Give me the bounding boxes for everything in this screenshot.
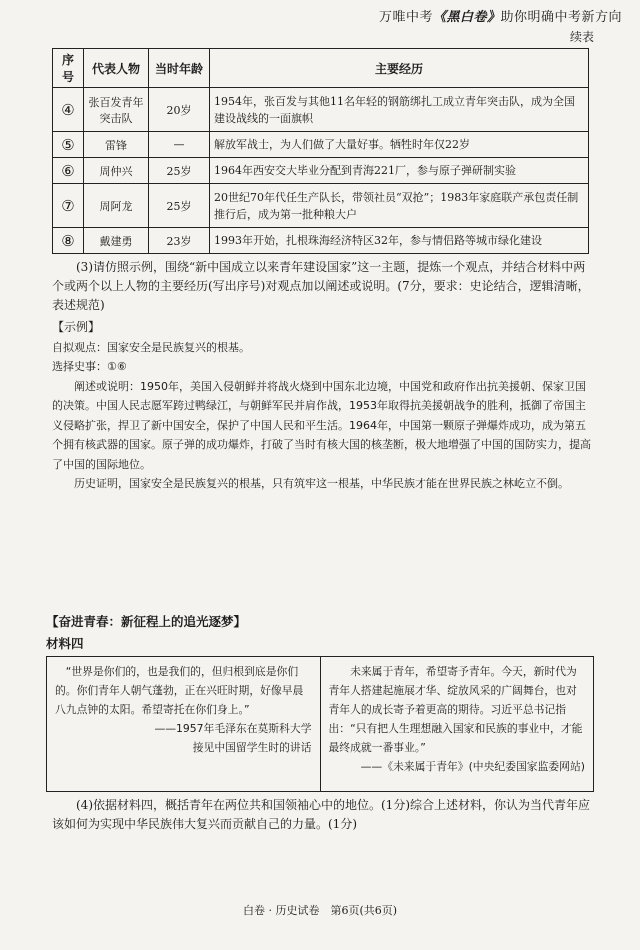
row-number: ⑤ xyxy=(53,132,84,158)
table-row xyxy=(53,184,589,228)
header-slogan: 万唯中考《黑白卷》助你明确中考新方向 xyxy=(378,10,622,25)
row-person: 周仲兴 xyxy=(84,158,149,184)
row-number: ⑦ xyxy=(53,184,84,228)
quote-right xyxy=(320,657,594,791)
row-experience: 1954年，张百发与其他11名年轻的钢筋绑扎工成立青年突击队，成为全国建设战线的一面旗帜 xyxy=(210,88,589,132)
material-four-title: 材料四 xyxy=(46,636,84,651)
sample-explanation: 阐述或说明：1950年，美国入侵朝鲜并将战火烧到中国东北边境，中国党和政府作出抗美援朝、保家卫国的决策。中国人民志愿军跨过鸭绿江，与朝鲜军民并肩作战，1953年取得抗美援朝战争的胜利，抵御了帝国主义侵略扩张，捍卫了新中国安全，保护了中国人民和平生活。1964年，中国第一颗原子弹爆炸成功，成为第五个拥有核武器的国家。原子弹的成功爆炸，打破了当时有核大国的核垄断，极大地增强了中国的国防实力，提高了中国的国际地位。 xyxy=(52,379,591,471)
col-header-number: 序号 xyxy=(53,49,84,88)
material-four-quotes xyxy=(46,656,594,792)
sample-label: 【示例】 xyxy=(52,320,101,334)
table-row xyxy=(53,228,589,254)
row-number: ⑧ xyxy=(53,228,84,254)
row-number: ④ xyxy=(53,88,84,132)
col-header-person: 代表人物 xyxy=(84,49,149,88)
table-row xyxy=(53,132,589,158)
row-age: 25岁 xyxy=(149,184,210,228)
row-number: ⑥ xyxy=(53,158,84,184)
section-title: 【奋进青春：新征程上的追光逐梦】 xyxy=(46,614,247,629)
table-row xyxy=(53,158,589,184)
quote-left-text: “世界是你们的，也是我们的，但归根到底是你们的。你们青年人朝气蓬勃，正在兴旺时期，好像早晨八九点钟的太阳。希望寄托在你们身上。” xyxy=(55,665,304,716)
quote-left xyxy=(47,657,320,791)
question-3: (3)请仿照示例，围绕“新中国成立以来青年建设国家”这一主题，提炼一个观点，并结合材料中两个或两个以上人物的主要经历(写出序号)对观点加以阐述或说明。(7分，要求：史论结合，逻辑清晰，表述规范) xyxy=(52,260,590,312)
row-person: 周阿龙 xyxy=(84,184,149,228)
row-age: — xyxy=(149,132,210,158)
quote-right-text: 未来属于青年，希望寄予青年。今天，新时代为青年人搭建起施展才华、绽放风采的广阔舞台，也对青年人的成长寄予着更高的期待。习近平总书记指出：“只有把人生理想融入国家和民族的事业中，才能最终成就一番事业。” xyxy=(328,665,583,754)
youth-experience-table xyxy=(52,48,589,254)
row-person: 雷锋 xyxy=(84,132,149,158)
row-age: 23岁 xyxy=(149,228,210,254)
row-experience: 解放军战士，为人们做了大量好事。牺牲时年仅22岁 xyxy=(210,132,589,158)
sample-viewpoint: 自拟观点：国家安全是民族复兴的根基。 xyxy=(52,340,250,354)
row-experience: 1964年西安交大毕业分配到青海221厂，参与原子弹研制实验 xyxy=(210,158,589,184)
row-age: 25岁 xyxy=(149,158,210,184)
table-row xyxy=(53,88,589,132)
sample-answer xyxy=(52,318,592,494)
table-header-row xyxy=(53,49,589,88)
row-experience: 20世纪70年代任生产队长，带领社员“双抢”；1983年家庭联产承包责任制推行后，成为第一批种粮大户 xyxy=(210,184,589,228)
row-age: 20岁 xyxy=(149,88,210,132)
book-title: 《黑白卷》 xyxy=(432,10,501,25)
col-header-experience: 主要经历 xyxy=(210,49,589,88)
question-4: (4)依据材料四，概括青年在两位共和国领袖心中的地位。(1分)综合上述材料，你认为当代青年应该如何为实现中华民族伟大复兴而贡献自己的力量。(1分) xyxy=(52,798,590,831)
sample-conclusion: 历史证明，国家安全是民族复兴的根基，只有筑牢这一根基，中华民族才能在世界民族之林屹立不倒。 xyxy=(74,477,569,490)
row-experience: 1993年开始，扎根珠海经济特区32年，参与情侣路等城市绿化建设 xyxy=(210,228,589,254)
sample-history: 选择史事：①⑥ xyxy=(52,360,127,373)
col-header-age: 当时年龄 xyxy=(149,49,210,88)
row-person: 张百发青年突击队 xyxy=(84,88,149,132)
quote-left-source: ——1957年毛泽东在莫斯科大学 接见中国留学生时的讲话 xyxy=(154,722,312,754)
quote-right-source: ——《未来属于青年》(中央纪委国家监委网站) xyxy=(360,760,585,773)
table-continued-note: 续表 xyxy=(569,30,594,44)
page-footer: 白卷 · 历史试卷 第6页(共6页) xyxy=(242,904,398,917)
row-person: 戴建勇 xyxy=(84,228,149,254)
